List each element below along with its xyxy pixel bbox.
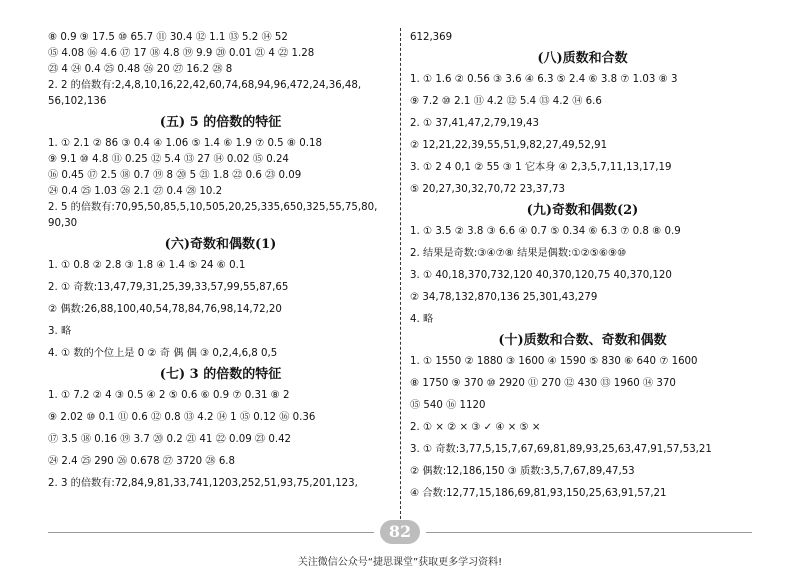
footer-rule-left: [48, 532, 374, 533]
answer-line: 90,30: [48, 218, 78, 229]
answer-line: 2. 2 的倍数有:2,4,8,10,16,22,42,60,74,68,94,96,472,24,36,48,: [48, 80, 362, 91]
answer-line: ② 偶数:12,186,150 ③ 质数:3,5,7,67,89,47,53: [410, 466, 635, 477]
answer-line: ⑨ 2.02 ⑩ 0.1 ⑪ 0.6 ⑫ 0.8 ⑬ 4.2 ⑭ 1 ⑮ 0.12 ⑯ 0.36: [48, 412, 316, 423]
answer-line: 3. 略: [48, 326, 72, 337]
answer-line: 4. 略: [410, 314, 434, 325]
answer-line: ㉓ 4 ㉔ 0.4 ㉕ 0.48 ㉖ 20 ㉗ 16.2 ㉘ 8: [48, 64, 233, 75]
answer-line: 2. ① 37,41,47,2,79,19,43: [410, 118, 540, 129]
answer-line: ⑧ 1750 ⑨ 370 ⑩ 2920 ⑪ 270 ⑫ 430 ⑬ 1960 ⑭ 370: [410, 378, 676, 389]
answer-line: 1. ① 1.6 ② 0.56 ③ 3.6 ④ 6.3 ⑤ 2.4 ⑥ 3.8 ⑦ 1.03 ⑧ 3: [410, 74, 678, 85]
answer-line: ⑨ 9.1 ⑩ 4.8 ⑪ 0.25 ⑫ 5.4 ⑬ 27 ⑭ 0.02 ⑮ 0.24: [48, 154, 289, 165]
footer-note: 关注微信公众号“捷思课堂”获取更多学习资料!: [297, 557, 503, 568]
right-answer-column: [410, 30, 755, 502]
answer-line: 1. ① 0.8 ② 2.8 ③ 1.8 ④ 1.4 ⑤ 24 ⑥ 0.1: [48, 260, 246, 271]
answer-line: ⑤ 20,27,30,32,70,72 23,37,73: [410, 184, 565, 195]
answer-line: 1. ① 1550 ② 1880 ③ 1600 ④ 1590 ⑤ 830 ⑥ 640 ⑦ 1600: [410, 356, 698, 367]
section-heading: (六)奇数和偶数(1): [164, 237, 277, 252]
answer-line: ㉔ 0.4 ㉕ 1.03 ㉖ 2.1 ㉗ 0.4 ㉘ 10.2: [48, 186, 223, 197]
answer-line: 3. ① 奇数:3,77,5,15,7,67,69,81,89,93,25,63,47,91,57,53,21: [410, 444, 712, 455]
answer-line: 4. ① 数的个位上是 0 ② 奇 偶 偶 ③ 0,2,4,6,8 0,5: [48, 348, 278, 359]
answer-line: ⑰ 3.5 ⑱ 0.16 ⑲ 3.7 ⑳ 0.2 ㉑ 41 ㉒ 0.09 ㉓ 0.42: [48, 434, 292, 445]
answer-line: ⑯ 0.45 ⑰ 2.5 ⑱ 0.7 ⑲ 8 ⑳ 5 ㉑ 1.8 ㉒ 0.6 ㉓ 0.09: [48, 170, 302, 181]
answer-line: ② 34,78,132,870,136 25,301,43,279: [410, 292, 598, 303]
footer-rule-right: [426, 532, 752, 533]
answer-line: 3. ① 2 4 0,1 ② 55 ③ 1 它本身 ④ 2,3,5,7,11,13,17,19: [410, 162, 672, 173]
section-heading: (八)质数和合数: [537, 51, 628, 66]
section-heading: (七) 3 的倍数的特征: [159, 367, 282, 382]
answer-line: 3. ① 40,18,370,732,120 40,370,120,75 40,370,120: [410, 270, 672, 281]
answer-line: 2. 结果是奇数:③④⑦⑧ 结果是偶数:①②⑤⑥⑨⑩: [410, 248, 627, 259]
answer-line: ② 偶数:26,88,100,40,54,78,84,76,98,14,72,20: [48, 304, 282, 315]
answer-line: 56,102,136: [48, 96, 107, 107]
answer-line: 2. ① × ② × ③ ✓ ④ × ⑤ ×: [410, 422, 541, 433]
answer-line: 612,369: [410, 32, 453, 43]
column-divider: [400, 28, 401, 524]
answer-line: ⑧ 0.9 ⑨ 17.5 ⑩ 65.7 ⑪ 30.4 ⑫ 1.1 ⑬ 5.2 ⑭ 52: [48, 32, 288, 43]
answer-line: ⑨ 7.2 ⑩ 2.1 ⑪ 4.2 ⑫ 5.4 ⑬ 4.2 ⑭ 6.6: [410, 96, 602, 107]
answer-line: 2. 5 的倍数有:70,95,50,85,5,10,505,20,25,335,650,325,55,75,80,: [48, 202, 378, 213]
section-heading: (五) 5 的倍数的特征: [159, 115, 282, 130]
section-heading: (十)质数和合数、奇数和偶数: [498, 333, 667, 348]
answer-line: ㉔ 2.4 ㉕ 290 ㉖ 0.678 ㉗ 3720 ㉘ 6.8: [48, 456, 236, 467]
answer-line: ② 12,21,22,39,55,51,9,82,27,49,52,91: [410, 140, 608, 151]
answer-line: 2. 3 的倍数有:72,84,9,81,33,741,1203,252,51,93,75,201,123,: [48, 478, 358, 489]
answer-line: 1. ① 2.1 ② 86 ③ 0.4 ④ 1.06 ⑤ 1.4 ⑥ 1.9 ⑦ 0.5 ⑧ 0.18: [48, 138, 322, 149]
answer-line: ⑮ 540 ⑯ 1120: [410, 400, 486, 411]
answer-line: ⑮ 4.08 ⑯ 4.6 ⑰ 17 ⑱ 4.8 ⑲ 9.9 ⑳ 0.01 ㉑ 4 ㉒ 1.28: [48, 48, 315, 59]
answer-line: ④ 合数:12,77,15,186,69,81,93,150,25,63,91,57,21: [410, 488, 667, 499]
answer-line: 1. ① 7.2 ② 4 ③ 0.5 ④ 2 ⑤ 0.6 ⑥ 0.9 ⑦ 0.31 ⑧ 2: [48, 390, 290, 401]
section-heading: (九)奇数和偶数(2): [526, 203, 639, 218]
answer-line: 1. ① 3.5 ② 3.8 ③ 6.6 ④ 0.7 ⑤ 0.34 ⑥ 6.3 ⑦ 0.8 ⑧ 0.9: [410, 226, 681, 237]
left-answer-column: [48, 30, 393, 492]
answer-line: 2. ① 奇数:13,47,79,31,25,39,33,57,99,55,87,65: [48, 282, 289, 293]
page-number: 82: [380, 520, 420, 544]
